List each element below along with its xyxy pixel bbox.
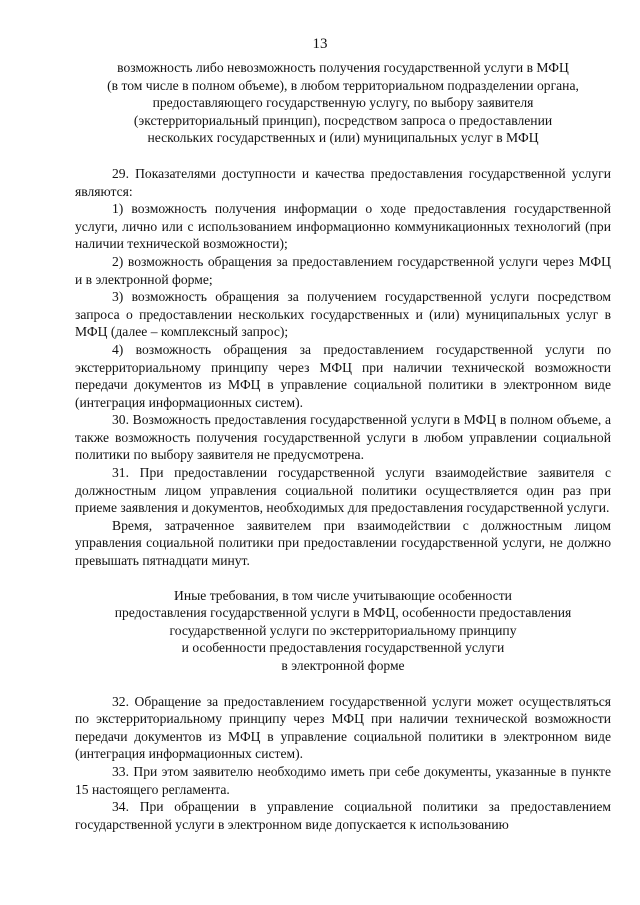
intro-paragraph <box>75 59 611 147</box>
spacer <box>75 570 611 587</box>
section-29-item-2: 2) возможность обращения за предоставлением государственной услуги через МФЦ и в электронной форме; <box>75 253 611 287</box>
intro-line: (в том числе в полном объеме), в любом территориальном подразделении органа, <box>107 77 579 93</box>
section-29-intro: 29. Показателями доступности и качества предоставления государственной услуги являются: <box>75 165 611 199</box>
section-31-paragraph: 31. При предоставлении государственной услуги взаимодействие заявителя с должностным лицом управления социальной политики осуществляется один раз при приеме заявления и документов, необходимых для предоставления государственной услуги. <box>75 465 611 516</box>
section-33-paragraph: 33. При этом заявителю необходимо иметь при себе документы, указанные в пункте 15 настоящего регламента. <box>75 763 611 797</box>
heading-line: и особенности предоставления государственной услуги <box>181 640 505 656</box>
intro-line: возможность либо невозможность получения государственной услуги в МФЦ <box>117 60 569 75</box>
section-34-paragraph: 34. При обращении в управление социальной политики за предоставлением государственной услуги в электронном виде допускается к использованию <box>75 799 611 832</box>
document-body <box>75 59 611 833</box>
intro-line: (экстерриториальный принцип), посредством запроса о предоставлении <box>133 112 553 128</box>
section-heading <box>75 587 611 675</box>
heading-line: государственной услуги по экстерриториальному принципу <box>169 622 517 638</box>
heading-line: Иные требования, в том числе учитывающие особенности <box>174 587 512 603</box>
section-31-time-note: Время, затраченное заявителем при взаимодействии с должностным лицом управления социальной политики при предоставлении государственной услуги, не должно превышать пятнадцати минут. <box>75 517 611 569</box>
page-number: 13 <box>312 36 328 52</box>
spacer <box>75 675 611 693</box>
section-30-paragraph: 30. Возможность предоставления государственной услуги в МФЦ в полном объеме, а также возможность получения государственной услуги в любом управлении социальной политики по выбору заявителя не предусмотрена. <box>75 412 611 463</box>
intro-line: нескольких государственных и (или) муниципальных услуг в МФЦ <box>147 130 539 146</box>
heading-line: предоставления государственной услуги в МФЦ, особенности предоставления <box>114 605 572 621</box>
section-29-item-1: 1) возможность получения информации о ходе предоставления государственной услуги, лично или с использованием информационно коммуникационных технологий (при наличии технической возможности); <box>75 201 611 252</box>
spacer <box>75 147 611 165</box>
section-32-paragraph: 32. Обращение за предоставлением государственной услуги может осуществляться по экстерриториальному принципу через МФЦ при наличии технической возможности передачи документов из МФЦ в управление социальной политики в электронном виде (интеграция информационных систем). <box>75 693 611 762</box>
section-29-item-3: 3) возможность обращения за получением государственной услуги посредством запроса о предоставлении нескольких государственных и (или) муниципальных услуг в МФЦ (далее – комплексный запрос); <box>75 289 611 340</box>
section-29-item-4: 4) возможность обращения за предоставлением государственной услуги по экстерриториальному принципу через МФЦ при наличии технической возможности передачи документов из МФЦ в управление социальной политики в электронном виде (интеграция информационных систем). <box>75 341 611 410</box>
heading-line: в электронной форме <box>281 658 405 673</box>
intro-line: предоставляющего государственную услугу, по выбору заявителя <box>152 95 534 111</box>
